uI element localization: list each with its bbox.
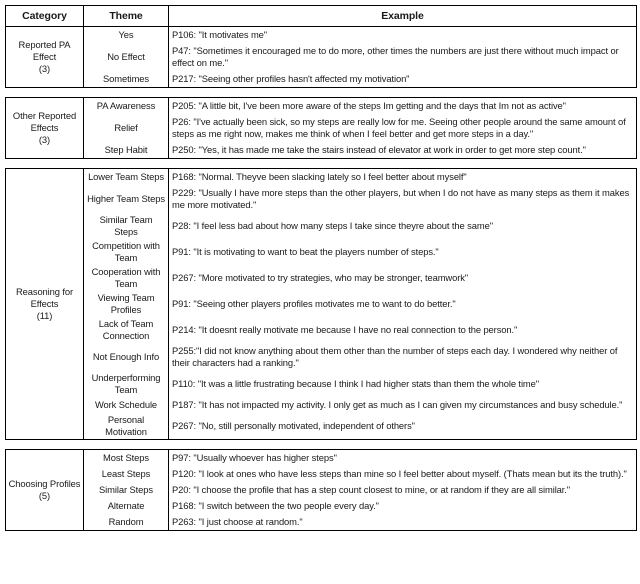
theme-label: Least Steps xyxy=(101,468,151,479)
example-quote: P20: "I choose the profile that has a step count closest to mine, or at random if they are all similar." xyxy=(172,484,571,495)
example-quote: P26: "I've actually been sick, so my steps are really low for me. Seeing other people around the same amount of steps as me right now, makes me think of when I feel better and get more steps in a day." xyxy=(172,116,626,139)
category-cell xyxy=(6,450,84,530)
table-row xyxy=(84,114,636,142)
column-header-theme: Theme xyxy=(84,6,169,26)
table-header-row xyxy=(6,6,636,27)
theme-cell xyxy=(84,213,169,239)
table-row xyxy=(84,185,636,213)
theme-label: Lower Team Steps xyxy=(88,171,164,182)
section-body xyxy=(6,27,636,87)
category-label: Choosing Profiles xyxy=(8,478,81,489)
theme-cell xyxy=(84,239,169,265)
theme-cell xyxy=(84,413,169,439)
table-row xyxy=(84,291,636,317)
theme-label: Work Schedule xyxy=(94,399,158,410)
theme-label: Similar Steps xyxy=(99,484,153,495)
theme-label: PA Awareness xyxy=(96,100,156,111)
table-row xyxy=(84,142,636,158)
example-quote: P214: "It doesnt really motivate me because I have no real connection to the person." xyxy=(172,324,518,335)
theme-label: Personal Motivation xyxy=(105,414,147,437)
theme-label: Alternate xyxy=(107,500,145,511)
theme-cell xyxy=(84,466,169,482)
section-body xyxy=(6,169,636,439)
example-quote: P187: "It has not impacted my activity. I only get as much as I can given my circumstances and busy schedule." xyxy=(172,399,623,410)
theme-cell xyxy=(84,450,169,466)
example-quote: P267: "More motivated to try strategies, who may be stronger, teamwork" xyxy=(172,272,469,283)
theme-cell xyxy=(84,514,169,530)
theme-label: Higher Team Steps xyxy=(87,193,165,204)
example-quote: P110: "It was a little frustrating because I think I had higher stats than them the whole time" xyxy=(172,378,539,389)
category-label: Reported PA Effect xyxy=(18,39,71,62)
table-row xyxy=(84,413,636,439)
theme-cell xyxy=(84,185,169,213)
theme-cell xyxy=(84,397,169,413)
table-row xyxy=(84,98,636,114)
theme-cell xyxy=(84,317,169,343)
table-row xyxy=(84,450,636,466)
theme-cell xyxy=(84,114,169,142)
category-section xyxy=(5,5,637,88)
theme-label: Underperforming Team xyxy=(91,372,161,395)
category-section xyxy=(5,168,637,440)
category-label: Other Reported Effects xyxy=(12,110,77,133)
example-quote: P205: "A little bit, I've been more aware of the steps Im getting and the days that Im not as active" xyxy=(172,100,566,111)
table-row xyxy=(84,43,636,71)
theme-label: Not Enough Info xyxy=(92,351,160,362)
table-row xyxy=(84,239,636,265)
example-quote: P97: "Usually whoever has higher steps" xyxy=(172,452,337,463)
theme-cell xyxy=(84,169,169,185)
column-header-example: Example xyxy=(381,10,424,22)
example-quote: P217: "Seeing other profiles hasn't affected my motivation" xyxy=(172,73,410,84)
theme-label: Cooperation with Team xyxy=(91,266,161,289)
table-row xyxy=(84,498,636,514)
category-cell xyxy=(6,98,84,158)
category-label: Reasoning for Effects xyxy=(15,286,74,309)
table-row xyxy=(84,482,636,498)
theme-example-rows xyxy=(84,27,636,87)
example-quote: P267: "No, still personally motivated, independent of others" xyxy=(172,420,415,431)
theme-label: Most Steps xyxy=(103,452,149,463)
example-quote: P91: "Seeing other players profiles motivates me to want to do better." xyxy=(172,298,456,309)
theme-label: Step Habit xyxy=(104,144,148,155)
example-quote: P229: "Usually I have more steps than the other players, but when I do not have as many steps as them it makes me more motivated." xyxy=(172,187,630,210)
table-row xyxy=(84,27,636,43)
theme-cell xyxy=(84,498,169,514)
section-body xyxy=(6,450,636,530)
theme-cell xyxy=(84,43,169,71)
category-count: (3) xyxy=(38,63,51,74)
table-row xyxy=(84,514,636,530)
theme-example-rows xyxy=(84,169,636,439)
table-row xyxy=(84,71,636,87)
theme-cell xyxy=(84,291,169,317)
theme-cell xyxy=(84,142,169,158)
example-quote: P168: "I switch between the two people every day." xyxy=(172,500,379,511)
theme-example-rows xyxy=(84,98,636,158)
example-quote: P91: "It is motivating to want to beat the players number of steps." xyxy=(172,246,439,257)
example-quote: P106: "It motivates me" xyxy=(172,29,268,40)
table-row xyxy=(84,169,636,185)
theme-cell xyxy=(84,98,169,114)
example-quote: P263: "I just choose at random." xyxy=(172,516,303,527)
example-quote: P120: "I look at ones who have less steps than mine so I feel better about myself. (Thats mean but its the truth)." xyxy=(172,468,627,479)
table-row xyxy=(84,397,636,413)
table-row xyxy=(84,466,636,482)
column-header-category: Category xyxy=(6,6,84,26)
table-sections xyxy=(5,5,637,531)
table-row xyxy=(84,317,636,343)
category-count: (5) xyxy=(38,490,51,501)
theme-example-rows xyxy=(84,450,636,530)
category-count: (3) xyxy=(38,134,51,145)
theme-label: Relief xyxy=(114,122,138,133)
theme-label: Yes xyxy=(118,29,134,40)
category-section xyxy=(5,449,637,531)
category-cell xyxy=(6,27,84,87)
theme-label: Similar Team Steps xyxy=(99,214,153,237)
theme-cell xyxy=(84,371,169,397)
category-cell xyxy=(6,169,84,439)
theme-label: Lack of Team Connection xyxy=(98,318,154,341)
theme-label: Viewing Team Profiles xyxy=(97,292,155,315)
example-quote: P28: "I feel less bad about how many steps I take since theyre about the same" xyxy=(172,220,493,231)
theme-label: Random xyxy=(108,516,144,527)
category-count: (11) xyxy=(36,310,53,321)
theme-cell xyxy=(84,265,169,291)
category-section xyxy=(5,97,637,159)
theme-cell xyxy=(84,482,169,498)
table-row xyxy=(84,213,636,239)
theme-label: Competition with Team xyxy=(92,240,160,263)
table-row xyxy=(84,371,636,397)
table-row xyxy=(84,265,636,291)
theme-cell xyxy=(84,27,169,43)
theme-label: No Effect xyxy=(107,51,145,62)
table-row xyxy=(84,343,636,371)
example-quote: P47: "Sometimes it encouraged me to do more, other times the numbers are just there without much impact or effect on me." xyxy=(172,45,619,68)
theme-label: Sometimes xyxy=(103,73,149,84)
section-body xyxy=(6,98,636,158)
example-quote: P168: "Normal. Theyve been slacking lately so I feel better about myself" xyxy=(172,171,467,182)
example-quote: P255:"I did not know anything about them other than the number of steps each day. I wondered why neither of their characters had a ranking." xyxy=(172,345,618,368)
theme-cell xyxy=(84,71,169,87)
example-quote: P250: "Yes, it has made me take the stairs instead of elevator at work in order to get more step count." xyxy=(172,144,586,155)
theme-cell xyxy=(84,343,169,371)
